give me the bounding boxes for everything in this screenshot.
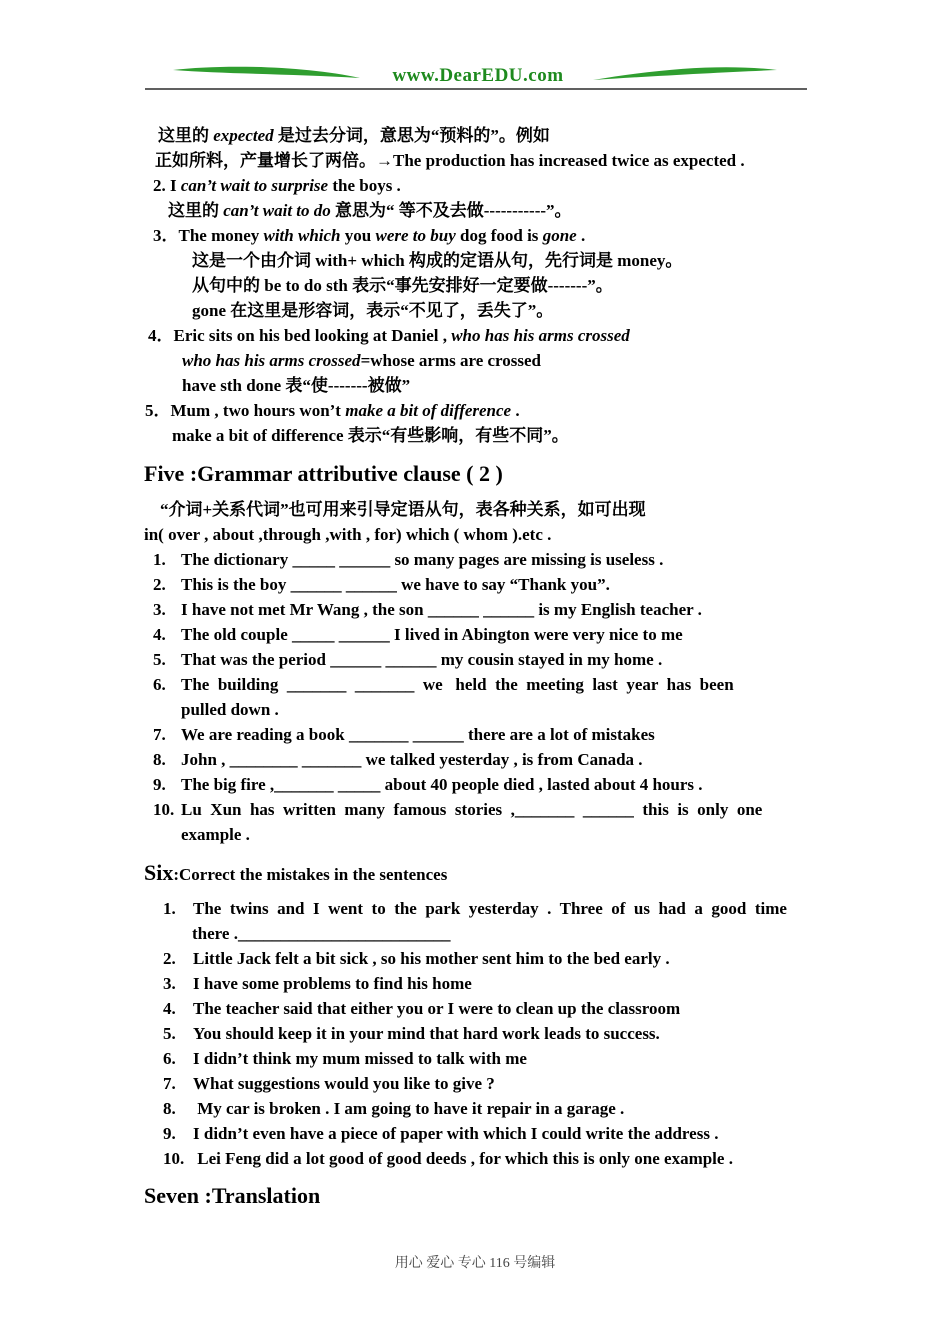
exercise-item: 3. I have not met Mr Wang , the son ______ ______ is my English teacher . — [153, 600, 702, 619]
note-line: 5．Mum , two hours won’t make a bit of difference . — [145, 401, 520, 420]
note-line: gone 在这里是形容词，表示“不见了，丢失了”。 — [192, 301, 554, 320]
exercise-item: 4. The old couple _____ ______ I lived in Abington were very nice to me — [153, 625, 683, 644]
note-line: 2. I can’t wait to surprise the boys . — [153, 176, 401, 195]
exercise-item: 5. That was the period ______ ______ my cousin stayed in my home . — [153, 650, 663, 669]
exercise-item: 10. Lei Feng did a lot good of good deeds , for which this is only one example . — [163, 1149, 733, 1168]
page-header — [145, 58, 807, 92]
exercise-item: 7. What suggestions would you like to give ? — [163, 1074, 495, 1093]
exercise-item: 6. I didn’t think my mum missed to talk with me — [163, 1049, 527, 1068]
note-line: 从句中的 be to do sth 表示“事先安排好一定要做-------”。 — [192, 276, 613, 295]
note-line: have sth done 表“使-------被做” — [182, 376, 411, 395]
site-logo-text: www.DearEDU.com — [392, 65, 564, 86]
exercise-item: 3. I have some problems to find his home — [163, 974, 472, 993]
exercise-item: 9. I didn’t even have a piece of paper with which I could write the address . — [163, 1124, 719, 1143]
section-five-intro: “介词+关系代词”也可用来引导定语从句，表各种关系，如可出现 — [160, 500, 646, 519]
note-line: 这是一个由介词 with+ which 构成的定语从句，先行词是 money。 — [192, 251, 683, 270]
exercise-item: 7. We are reading a book _______ ______ there are a lot of mistakes — [153, 725, 655, 744]
exercise-item: 4. The teacher said that either you or I were to clean up the classroom — [163, 999, 681, 1018]
section-five-intro: in( over , about ,through ,with , for) which ( whom ).etc . — [144, 525, 552, 544]
exercise-item: 8. John , ________ _______ we talked yesterday , is from Canada . — [153, 750, 643, 769]
note-line: 这里的 expected 是过去分词，意思为“预料的”。例如 — [158, 126, 550, 145]
section-seven-heading: Seven :Translation — [144, 1183, 321, 1208]
exercise-item-continued: pulled down . — [181, 700, 279, 719]
exercise-item: 2. Little Jack felt a bit sick , so his mother sent him to the bed early . — [163, 949, 670, 968]
note-line: who has his arms crossed=whose arms are crossed — [182, 351, 542, 370]
note-line: 4．Eric sits on his bed looking at Daniel , who has his arms crossed — [148, 326, 630, 345]
note-line: 正如所料，产量增长了两倍。→The production has increased twice as expected . — [155, 151, 745, 170]
exercise-item-continued: there ._________________________ — [192, 924, 451, 943]
exercise-item: 6. The building _______ _______ we held the meeting last year has been — [153, 675, 734, 694]
section-five-heading: Five :Grammar attributive clause ( 2 ) — [144, 461, 503, 486]
section-six-heading: Six:Correct the mistakes in the sentences — [144, 860, 448, 885]
exercise-item: 8. My car is broken . I am going to have it repair in a garage . — [163, 1099, 625, 1118]
note-line: 3．The money with which you were to buy dog food is gone . — [153, 226, 586, 245]
exercise-item: 5. You should keep it in your mind that hard work leads to success. — [163, 1024, 660, 1043]
exercise-item: 1. The dictionary _____ ______ so many pages are missing is useless . — [153, 550, 664, 569]
exercise-item: 9. The big fire ,_______ _____ about 40 people died , lasted about 4 hours . — [153, 775, 703, 794]
exercise-item: 1. The twins and I went to the park yesterday . Three of us had a good time — [163, 899, 787, 918]
note-line: make a bit of difference 表示“有些影响，有些不同”。 — [172, 426, 569, 445]
exercise-item-continued: example . — [181, 825, 250, 844]
note-line: 这里的 can’t wait to do 意思为“ 等不及去做-----------”。 — [168, 201, 572, 220]
page-footer: 用心 爱心 专心 116 号编辑 — [394, 1256, 556, 1271]
exercise-item: 2. This is the boy ______ ______ we have to say “Thank you”. — [153, 575, 610, 594]
exercise-item: 10. Lu Xun has written many famous stories ,_______ ______ this is only one — [153, 800, 763, 819]
